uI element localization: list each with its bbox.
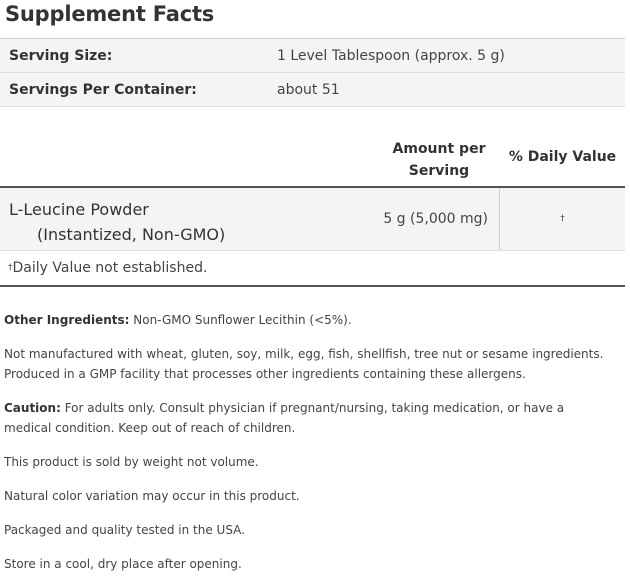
serving-size-value: 1 Level Tablespoon (approx. 5 g)	[277, 47, 505, 64]
amount-per-serving-header	[380, 138, 498, 182]
amount-header-line1: Amount per	[392, 141, 486, 157]
ingredient-daily-value: †	[499, 188, 625, 250]
color-variation-statement: Natural color variation may occur in this product.	[4, 489, 300, 503]
other-ingredients	[4, 310, 604, 330]
dagger-mark: †	[8, 263, 13, 273]
daily-value-footnote	[0, 251, 625, 287]
caution-statement	[4, 398, 604, 438]
serving-size-label: Serving Size:	[9, 47, 113, 64]
caution-label: Caution:	[4, 401, 61, 415]
footnote-text: Daily Value not established.	[12, 260, 208, 276]
product-notes	[4, 310, 604, 578]
serving-info-table	[0, 38, 625, 107]
serving-size-row	[0, 39, 625, 73]
amount-header-line2: Serving	[408, 163, 470, 179]
facts-table-header	[0, 132, 625, 188]
ingredient-name	[9, 197, 225, 247]
other-ingredients-text: Non-GMO Sunflower Lecithin (<5%).	[129, 313, 352, 327]
other-ingredients-label: Other Ingredients:	[4, 313, 130, 327]
servings-per-container-row	[0, 73, 625, 107]
storage-statement: Store in a cool, dry place after opening.	[4, 557, 242, 571]
weight-statement: This product is sold by weight not volume.	[4, 455, 259, 469]
ingredient-name-line2: (Instantized, Non-GMO)	[37, 225, 226, 244]
packaged-statement: Packaged and quality tested in the USA.	[4, 523, 245, 537]
daily-value-header: % Daily Value	[508, 149, 617, 165]
table-row	[0, 188, 625, 251]
allergen-statement: Not manufactured with wheat, gluten, soy, milk, egg, fish, shellfish, tree nut or sesame ingredients. Produced in a GMP facility that processes other ingredients containing these allergens.	[4, 347, 604, 381]
servings-per-container-value: about 51	[277, 81, 340, 98]
page-title: Supplement Facts	[5, 2, 215, 26]
ingredient-amount: 5 g (5,000 mg)	[383, 211, 488, 227]
ingredient-name-line1: L-Leucine Powder	[9, 200, 149, 219]
caution-text: For adults only. Consult physician if pregnant/nursing, taking medication, or have a medical condition. Keep out of reach of children.	[4, 401, 565, 435]
servings-per-container-label: Servings Per Container:	[9, 81, 197, 98]
